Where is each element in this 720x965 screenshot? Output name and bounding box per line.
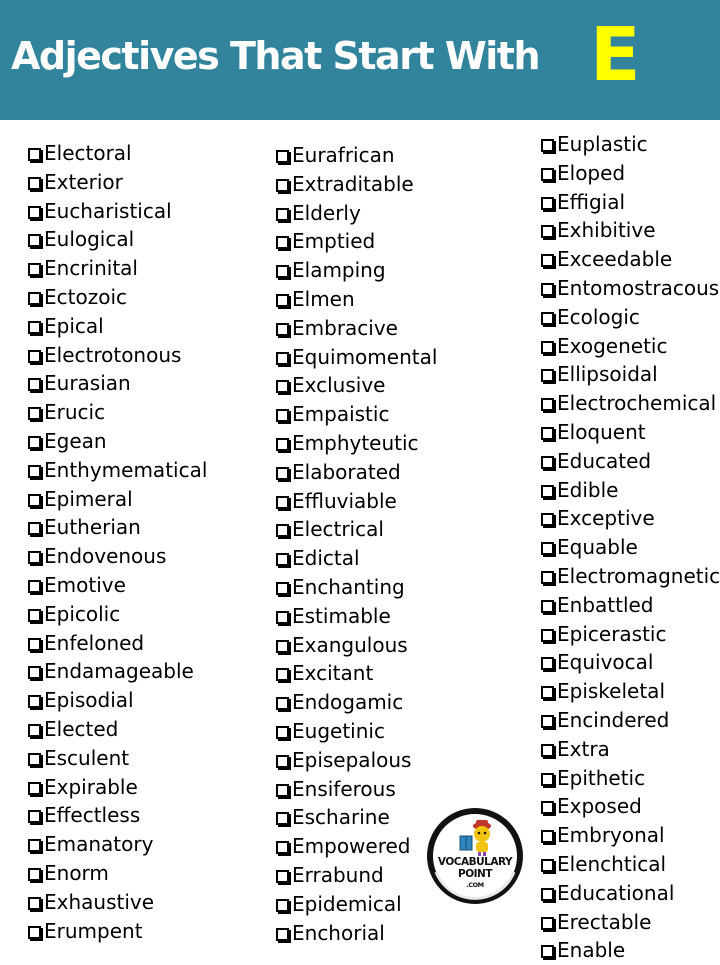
checkbox-icon bbox=[276, 323, 289, 336]
checkbox-icon bbox=[28, 666, 41, 679]
checkbox-icon bbox=[28, 638, 41, 651]
list-item bbox=[274, 746, 437, 775]
word-text: Escharine bbox=[292, 805, 390, 830]
word-text: Emphyteutic bbox=[292, 430, 419, 455]
checkbox-icon bbox=[276, 467, 289, 480]
list-item bbox=[274, 343, 437, 372]
word-text: Esculent bbox=[44, 745, 130, 770]
word-text: Embracive bbox=[292, 315, 398, 340]
checkbox-icon bbox=[276, 668, 289, 681]
list-item bbox=[274, 832, 437, 861]
word-text: Epidemical bbox=[292, 891, 402, 916]
checkbox-icon bbox=[541, 312, 554, 325]
checkbox-icon bbox=[541, 398, 554, 411]
checkbox-icon bbox=[28, 350, 41, 363]
word-text: Endamageable bbox=[44, 659, 194, 684]
checkbox-icon bbox=[541, 917, 554, 930]
checkbox-icon bbox=[28, 926, 41, 939]
word-text: Exangulous bbox=[292, 632, 408, 657]
list-item bbox=[274, 487, 437, 516]
list-item bbox=[539, 476, 720, 505]
checkbox-icon bbox=[541, 859, 554, 872]
checkbox-icon bbox=[28, 522, 41, 535]
list-item bbox=[539, 936, 720, 965]
word-text: Elected bbox=[44, 716, 119, 741]
logo-text-point: POINT bbox=[458, 868, 492, 880]
word-text: Eloped bbox=[557, 160, 626, 185]
list-item bbox=[539, 245, 720, 274]
word-text: Epithetic bbox=[557, 765, 646, 790]
list-item bbox=[26, 168, 207, 197]
list-item bbox=[274, 631, 437, 660]
list-item bbox=[274, 515, 437, 544]
list-item bbox=[26, 600, 207, 629]
word-text: Electoral bbox=[44, 141, 132, 165]
checkbox-icon bbox=[276, 438, 289, 451]
list-item bbox=[539, 188, 720, 217]
word-column-3 bbox=[539, 130, 720, 965]
list-item bbox=[539, 792, 720, 821]
word-column-1 bbox=[26, 139, 207, 945]
word-text: Exceedable bbox=[557, 247, 673, 272]
list-item bbox=[274, 803, 437, 832]
checkbox-icon bbox=[276, 553, 289, 566]
list-item bbox=[539, 303, 720, 332]
checkbox-icon bbox=[541, 369, 554, 382]
checkbox-icon bbox=[541, 456, 554, 469]
word-text: Endovenous bbox=[44, 544, 167, 569]
checkbox-icon bbox=[276, 812, 289, 825]
word-text: Effluviable bbox=[292, 488, 397, 513]
checkbox-icon bbox=[541, 283, 554, 296]
list-item bbox=[26, 830, 207, 859]
word-text: Episodial bbox=[44, 688, 134, 713]
header-banner bbox=[0, 0, 720, 120]
list-item bbox=[539, 159, 720, 188]
checkbox-icon bbox=[276, 611, 289, 624]
checkbox-icon bbox=[276, 352, 289, 365]
word-text: Equimomental bbox=[292, 344, 438, 369]
list-item bbox=[274, 688, 437, 717]
list-item bbox=[539, 706, 720, 735]
checkbox-icon bbox=[28, 407, 41, 420]
word-text: Elaborated bbox=[292, 459, 401, 484]
list-item bbox=[274, 170, 437, 199]
checkbox-icon bbox=[28, 868, 41, 881]
word-text: Educated bbox=[557, 448, 652, 473]
word-text: Emotive bbox=[44, 572, 126, 597]
checkbox-icon bbox=[541, 197, 554, 210]
checkbox-icon bbox=[541, 830, 554, 843]
word-text: Endogamic bbox=[292, 690, 404, 715]
checkbox-icon bbox=[541, 945, 554, 958]
checkbox-icon bbox=[541, 542, 554, 555]
list-item bbox=[539, 360, 720, 389]
word-text: Elmen bbox=[292, 286, 355, 311]
checkbox-icon bbox=[541, 629, 554, 642]
word-text: Eugetinic bbox=[292, 718, 385, 743]
checkbox-icon bbox=[541, 168, 554, 181]
checkbox-icon bbox=[28, 378, 41, 391]
list-item bbox=[26, 571, 207, 600]
word-text: Enchanting bbox=[292, 574, 405, 599]
word-text: Edible bbox=[557, 477, 619, 502]
list-item bbox=[26, 485, 207, 514]
list-item bbox=[26, 686, 207, 715]
checkbox-icon bbox=[541, 744, 554, 757]
list-item bbox=[26, 715, 207, 744]
checkbox-icon bbox=[28, 810, 41, 823]
word-text: Electromagnetic bbox=[557, 563, 720, 588]
word-text: Equable bbox=[557, 535, 638, 560]
word-text: Epical bbox=[44, 313, 104, 338]
word-text: Enable bbox=[557, 938, 626, 963]
list-item bbox=[539, 850, 720, 879]
list-item bbox=[26, 283, 207, 312]
list-item bbox=[26, 456, 207, 485]
checkbox-icon bbox=[28, 321, 41, 334]
logo-text-vocabulary: VOCABULARY bbox=[437, 856, 513, 868]
list-item bbox=[274, 573, 437, 602]
logo-text-domain: .COM bbox=[466, 881, 484, 889]
word-text: Enbattled bbox=[557, 592, 654, 617]
list-item bbox=[274, 371, 437, 400]
word-text: Ensiferous bbox=[292, 776, 396, 801]
list-item bbox=[274, 775, 437, 804]
checkbox-icon bbox=[276, 294, 289, 307]
list-item bbox=[274, 400, 437, 429]
word-text: Effigial bbox=[557, 189, 626, 214]
checkbox-icon bbox=[541, 225, 554, 238]
list-item bbox=[274, 285, 437, 314]
checkbox-icon bbox=[28, 580, 41, 593]
word-text: Electrotonous bbox=[44, 342, 182, 367]
list-item bbox=[26, 629, 207, 658]
word-text: Expirable bbox=[44, 774, 138, 799]
list-item bbox=[274, 861, 437, 890]
word-text: Entomostracous bbox=[557, 275, 720, 300]
word-text: Embryonal bbox=[557, 823, 665, 848]
word-text: Enthymematical bbox=[44, 457, 208, 482]
list-item bbox=[539, 418, 720, 447]
word-text: Electrochemical bbox=[557, 391, 717, 416]
list-item bbox=[274, 256, 437, 285]
checkbox-icon bbox=[276, 409, 289, 422]
list-item bbox=[26, 254, 207, 283]
checkbox-icon bbox=[276, 524, 289, 537]
list-item bbox=[26, 398, 207, 427]
word-text: Erucic bbox=[44, 400, 106, 425]
list-item bbox=[539, 332, 720, 361]
word-text: Eloquent bbox=[557, 419, 646, 444]
list-item bbox=[539, 389, 720, 418]
checkbox-icon bbox=[28, 436, 41, 449]
checkbox-icon bbox=[28, 897, 41, 910]
word-text: Exceptive bbox=[557, 506, 655, 531]
word-text: Enchorial bbox=[292, 920, 385, 945]
checkbox-icon bbox=[28, 292, 41, 305]
word-text: Ecologic bbox=[557, 304, 640, 329]
list-item bbox=[539, 648, 720, 677]
word-text: Exhibitive bbox=[557, 218, 656, 243]
word-text: Empaistic bbox=[292, 402, 390, 427]
word-text: Eurasian bbox=[44, 371, 131, 396]
list-item bbox=[539, 620, 720, 649]
checkbox-icon bbox=[28, 465, 41, 478]
vocabulary-point-logo bbox=[424, 808, 526, 904]
word-text: Eutherian bbox=[44, 515, 141, 540]
word-text: Erectable bbox=[557, 909, 652, 934]
word-text: Eulogical bbox=[44, 227, 135, 252]
checkbox-icon bbox=[28, 782, 41, 795]
word-text: Emanatory bbox=[44, 832, 154, 857]
word-text: Exogenetic bbox=[557, 333, 668, 358]
word-text: Extraditable bbox=[292, 171, 414, 196]
checkbox-icon bbox=[541, 341, 554, 354]
word-text: Estimable bbox=[292, 603, 391, 628]
checkbox-icon bbox=[541, 773, 554, 786]
checkbox-icon bbox=[276, 265, 289, 278]
checkbox-icon bbox=[276, 150, 289, 163]
checkbox-icon bbox=[28, 206, 41, 219]
checkbox-icon bbox=[276, 582, 289, 595]
word-text: Errabund bbox=[292, 862, 384, 887]
checkbox-icon bbox=[541, 571, 554, 584]
checkbox-icon bbox=[28, 148, 41, 161]
list-item bbox=[26, 513, 207, 542]
word-text: Ellipsoidal bbox=[557, 362, 658, 387]
word-text: Eurafrican bbox=[292, 143, 395, 167]
list-item bbox=[26, 369, 207, 398]
list-item bbox=[26, 888, 207, 917]
checkbox-icon bbox=[28, 609, 41, 622]
word-text: Electrical bbox=[292, 517, 384, 542]
word-text: Euplastic bbox=[557, 132, 648, 156]
word-text: Egean bbox=[44, 428, 107, 453]
list-item bbox=[274, 659, 437, 688]
word-text: Educational bbox=[557, 880, 675, 905]
list-item bbox=[539, 216, 720, 245]
checkbox-icon bbox=[541, 801, 554, 814]
list-item bbox=[539, 764, 720, 793]
list-item bbox=[274, 602, 437, 631]
checkbox-icon bbox=[276, 726, 289, 739]
checkbox-icon bbox=[276, 179, 289, 192]
list-item bbox=[539, 821, 720, 850]
checkbox-icon bbox=[28, 177, 41, 190]
list-item bbox=[274, 919, 437, 948]
word-text: Encrinital bbox=[44, 256, 138, 281]
list-item bbox=[26, 197, 207, 226]
checkbox-icon bbox=[28, 695, 41, 708]
list-item bbox=[26, 773, 207, 802]
list-item bbox=[539, 677, 720, 706]
list-item bbox=[274, 544, 437, 573]
word-text: Erumpent bbox=[44, 918, 143, 943]
checkbox-icon bbox=[276, 697, 289, 710]
checkbox-icon bbox=[541, 485, 554, 498]
checkbox-icon bbox=[276, 236, 289, 249]
list-item bbox=[539, 879, 720, 908]
word-text: Encindered bbox=[557, 707, 670, 732]
list-item bbox=[274, 458, 437, 487]
list-item bbox=[26, 312, 207, 341]
list-item bbox=[274, 890, 437, 919]
list-item bbox=[274, 717, 437, 746]
checkbox-icon bbox=[276, 496, 289, 509]
checkbox-icon bbox=[541, 513, 554, 526]
checkbox-icon bbox=[276, 784, 289, 797]
list-item bbox=[26, 341, 207, 370]
checkbox-icon bbox=[541, 657, 554, 670]
list-item bbox=[26, 801, 207, 830]
list-item bbox=[539, 735, 720, 764]
list-item bbox=[539, 130, 720, 159]
list-item bbox=[26, 542, 207, 571]
highlight-letter: E bbox=[590, 12, 641, 98]
checkbox-icon bbox=[28, 234, 41, 247]
checkbox-icon bbox=[276, 928, 289, 941]
word-text: Emptied bbox=[292, 229, 376, 254]
word-text: Elderly bbox=[292, 200, 361, 225]
checkbox-icon bbox=[276, 870, 289, 883]
list-item bbox=[274, 141, 437, 170]
list-item bbox=[26, 427, 207, 456]
word-text: Exterior bbox=[44, 169, 123, 194]
word-text: Equivocal bbox=[557, 650, 654, 675]
checkbox-icon bbox=[541, 254, 554, 267]
list-item bbox=[26, 744, 207, 773]
checkbox-icon bbox=[541, 427, 554, 440]
word-text: Enorm bbox=[44, 860, 109, 885]
list-item bbox=[26, 917, 207, 946]
list-item bbox=[539, 274, 720, 303]
word-text: Exposed bbox=[557, 794, 642, 819]
checkbox-icon bbox=[541, 139, 554, 152]
checkbox-icon bbox=[541, 686, 554, 699]
checkbox-icon bbox=[276, 208, 289, 221]
word-text: Extra bbox=[557, 736, 610, 761]
checkbox-icon bbox=[28, 551, 41, 564]
list-item bbox=[274, 429, 437, 458]
word-column-2 bbox=[274, 141, 437, 947]
checkbox-icon bbox=[276, 755, 289, 768]
word-text: Elamping bbox=[292, 258, 386, 283]
list-item bbox=[274, 199, 437, 228]
checkbox-icon bbox=[541, 888, 554, 901]
word-text: Edictal bbox=[292, 546, 360, 571]
checkbox-icon bbox=[28, 263, 41, 276]
word-text: Enfeloned bbox=[44, 630, 145, 655]
word-text: Empowered bbox=[292, 834, 411, 859]
checkbox-icon bbox=[276, 380, 289, 393]
checkbox-icon bbox=[276, 841, 289, 854]
checkbox-icon bbox=[28, 724, 41, 737]
checkbox-icon bbox=[28, 494, 41, 507]
list-item bbox=[539, 591, 720, 620]
checkbox-icon bbox=[276, 640, 289, 653]
word-text: Eucharistical bbox=[44, 198, 172, 223]
word-text: Episkeletal bbox=[557, 679, 665, 704]
list-item bbox=[539, 562, 720, 591]
word-text: Excitant bbox=[292, 661, 374, 686]
list-item bbox=[26, 657, 207, 686]
checkbox-icon bbox=[541, 600, 554, 613]
word-text: Exhaustive bbox=[44, 889, 155, 914]
list-item bbox=[539, 447, 720, 476]
checkbox-icon bbox=[28, 753, 41, 766]
list-item bbox=[26, 859, 207, 888]
checkbox-icon bbox=[276, 899, 289, 912]
list-item bbox=[539, 504, 720, 533]
list-item bbox=[274, 314, 437, 343]
checkbox-icon bbox=[541, 715, 554, 728]
word-text: Episepalous bbox=[292, 747, 412, 772]
word-text: Effectless bbox=[44, 803, 141, 828]
list-item bbox=[539, 908, 720, 937]
list-item bbox=[26, 225, 207, 254]
word-text: Exclusive bbox=[292, 373, 386, 398]
list-item bbox=[539, 533, 720, 562]
list-item bbox=[26, 139, 207, 168]
page-title: Adjectives That Start With bbox=[11, 34, 539, 78]
word-text: Elenchtical bbox=[557, 851, 667, 876]
word-text: Epimeral bbox=[44, 486, 133, 511]
word-text: Epicerastic bbox=[557, 621, 667, 646]
word-text: Epicolic bbox=[44, 601, 121, 626]
word-text: Ectozoic bbox=[44, 284, 127, 309]
checkbox-icon bbox=[28, 839, 41, 852]
list-item bbox=[274, 227, 437, 256]
